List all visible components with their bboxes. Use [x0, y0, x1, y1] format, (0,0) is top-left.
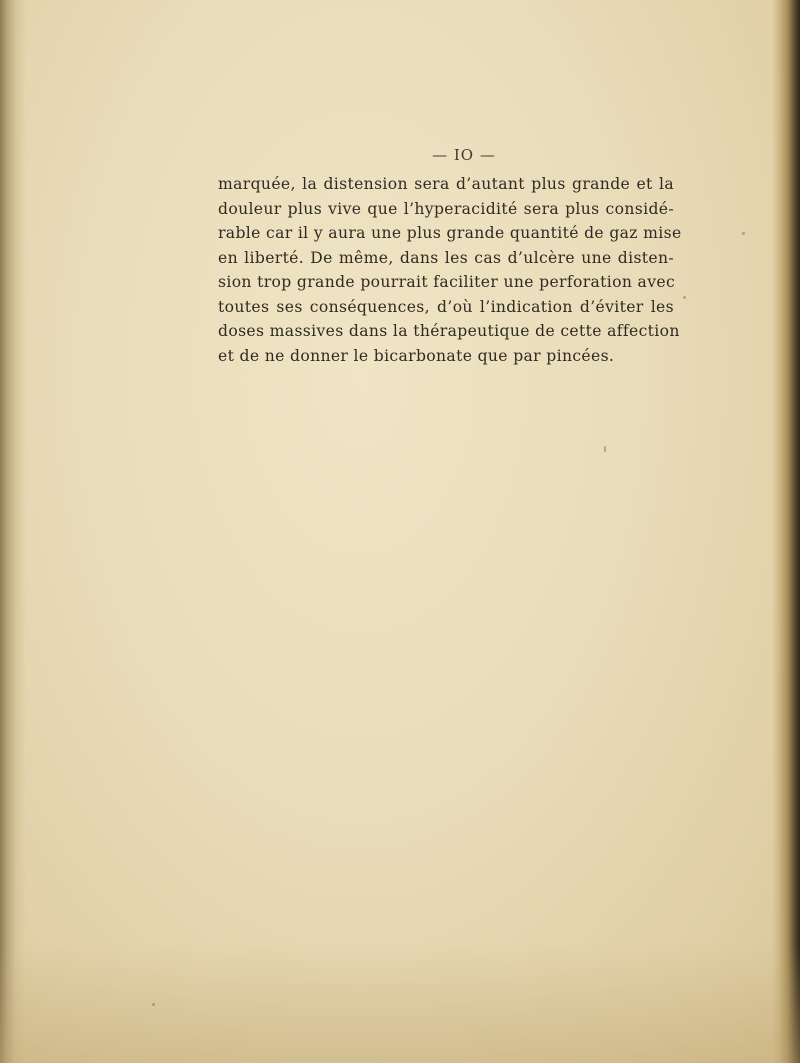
text-line: doses massives dans la thérapeutique de cette affection	[218, 322, 680, 340]
body-paragraph	[218, 172, 682, 368]
paper-speck	[683, 296, 686, 299]
page-bottom-shade	[0, 943, 800, 1063]
paper-speck	[742, 232, 745, 235]
text-line: sion trop grande pourrait faciliter une perforation avec	[218, 273, 676, 291]
paper-speck	[604, 446, 606, 452]
text-line: toutes ses conséquences, d’où l’indication d’éviter les	[218, 297, 674, 316]
text-line: en liberté. De même, dans les cas d’ulcère une disten-	[218, 248, 674, 267]
page-number: — IO —	[432, 146, 496, 164]
text-line: et de ne donner le bicarbonate que par pincées.	[218, 346, 615, 365]
text-line: douleur plus vive que l’hyperacidité sera plus considé-	[218, 199, 674, 218]
paper-speck	[152, 1003, 155, 1006]
text-line: rable car il y aura une plus grande quantité de gaz mise	[218, 224, 682, 242]
text-line: marquée, la distension sera d’autant plus grande et la	[218, 175, 674, 193]
